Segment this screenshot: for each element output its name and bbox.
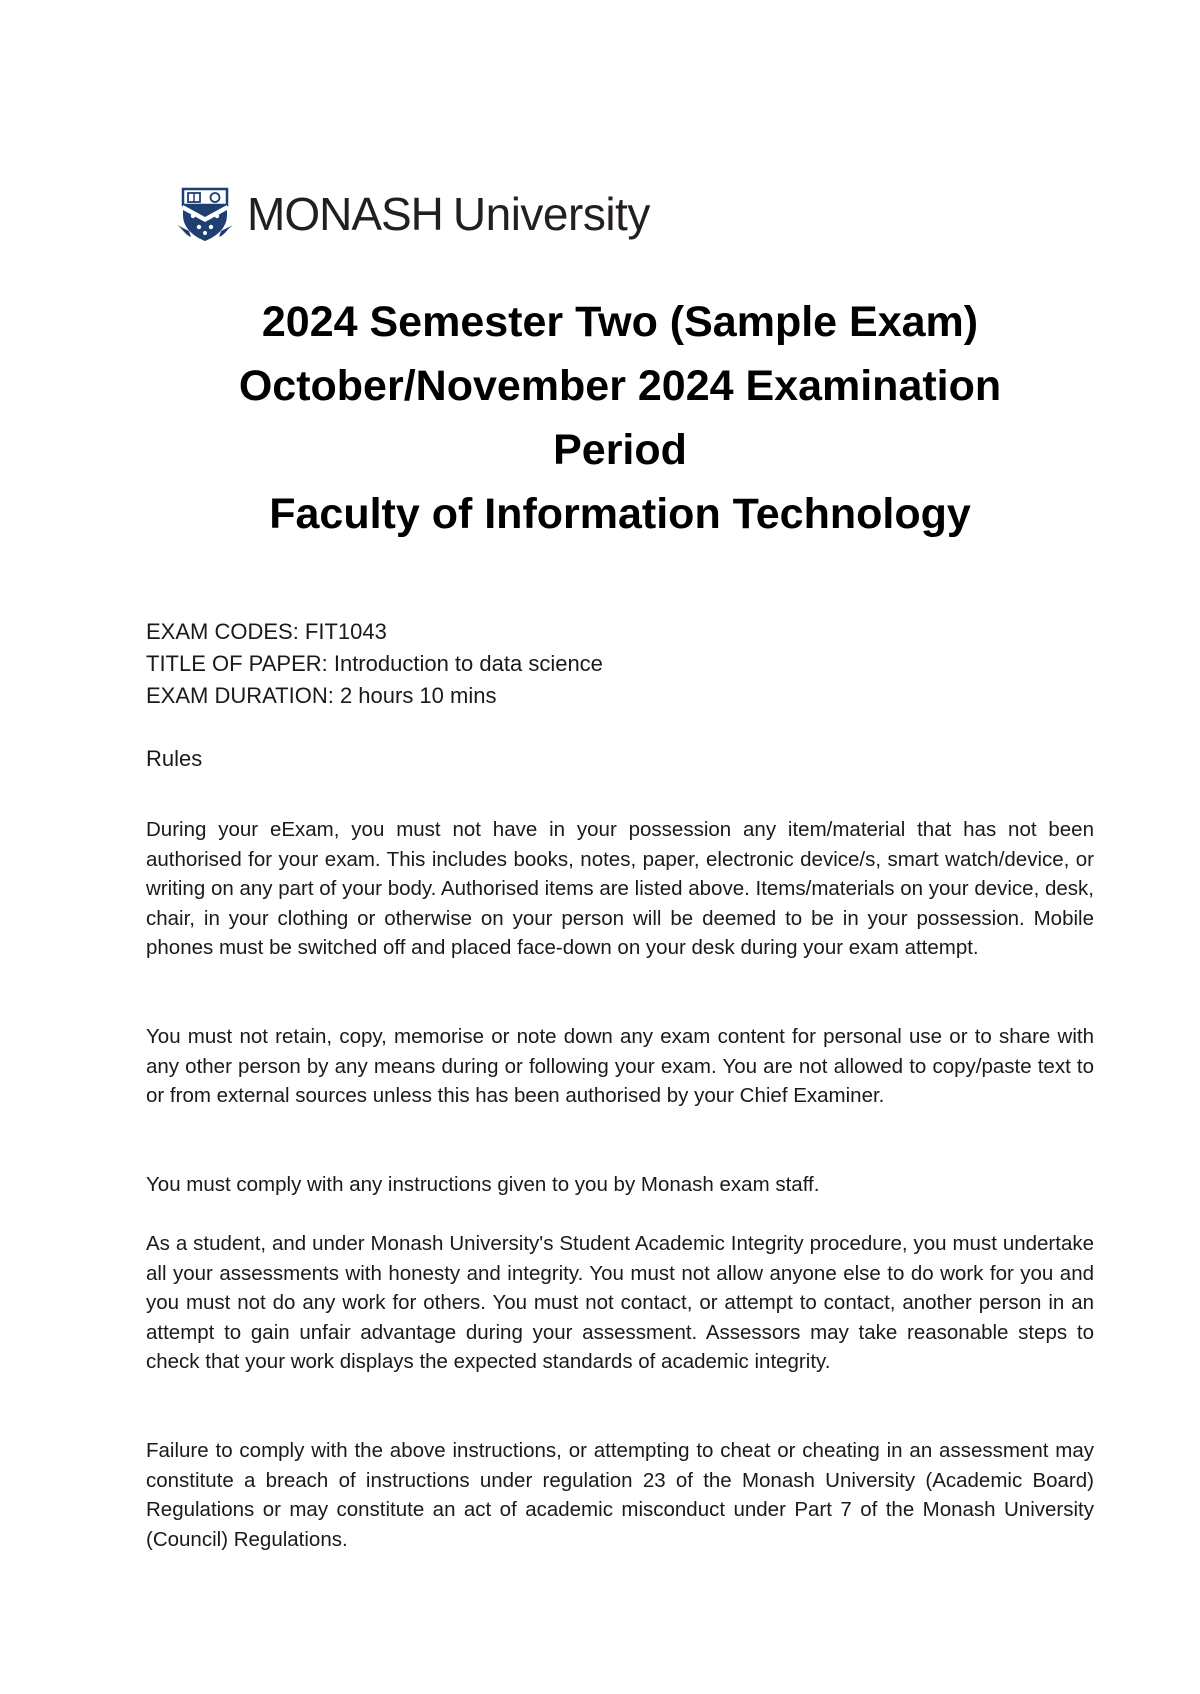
rules-paragraph-content: You must not retain, copy, memorise or note down any exam content for personal use or to share with any other person by any means during or following your exam. You are not allowed to copy/paste text to or from external sources unless this has been authorised by your Chief Examiner. (146, 1025, 1094, 1108)
logo-wordmark (247, 185, 650, 243)
monash-crest-icon (177, 185, 233, 243)
title-line-semester: 2024 Semester Two (Sample Exam) (261, 298, 979, 346)
exam-duration: EXAM DURATION: 2 hours 10 mins (146, 683, 497, 708)
rules-paragraph-breach: Failure to comply with the above instructions, or attempting to cheat or cheating in an assessment may constitute a breach of instructions under regulation 23 of the Monash University (Academic Board) Regulations or may constitute an act of academic misconduct under Part 7 of the Monash University (Council) Regulations. (146, 1439, 1094, 1551)
title-line-period-cont: Period (553, 426, 687, 474)
logo-word-university: University (452, 188, 650, 240)
rules-paragraph-instructions: You must comply with any instructions given to you by Monash exam staff. (146, 1173, 820, 1196)
rules-paragraph-possession: During your eExam, you must not have in your possession any item/material that has not been authorised for your exam. This includes books, notes, paper, electronic device/s, smart watch/device, or writing on any part of your body. Authorised items are listed above. Items/materials on your device, desk, chair, in your clothing or otherwise on your person will be deemed to be in your possession. Mobile phones must be switched off and placed face-down on your desk during your exam attempt. (146, 818, 1094, 960)
paper-title: TITLE OF PAPER: Introduction to data science (146, 651, 603, 676)
logo-word-monash: MONASH (247, 188, 443, 240)
exam-title (150, 290, 1090, 546)
exam-info (146, 616, 603, 712)
rules-paragraph-integrity: As a student, and under Monash University's Student Academic Integrity procedure, you must undertake all your assessments with honesty and integrity. You must not allow anyone else to do work for you and you must not do any work for others. You must not contact, or attempt to contact, another person in an attempt to gain unfair advantage during your assessment. Assessors may take reasonable steps to check that your work displays the expected standards of academic integrity. (146, 1232, 1094, 1374)
exam-codes: EXAM CODES: FIT1043 (146, 619, 387, 644)
monash-university-logo (177, 185, 650, 243)
title-line-period: October/November 2024 Examination (238, 362, 1002, 410)
title-line-faculty: Faculty of Information Technology (269, 490, 971, 538)
rules-heading: Rules (146, 746, 203, 771)
